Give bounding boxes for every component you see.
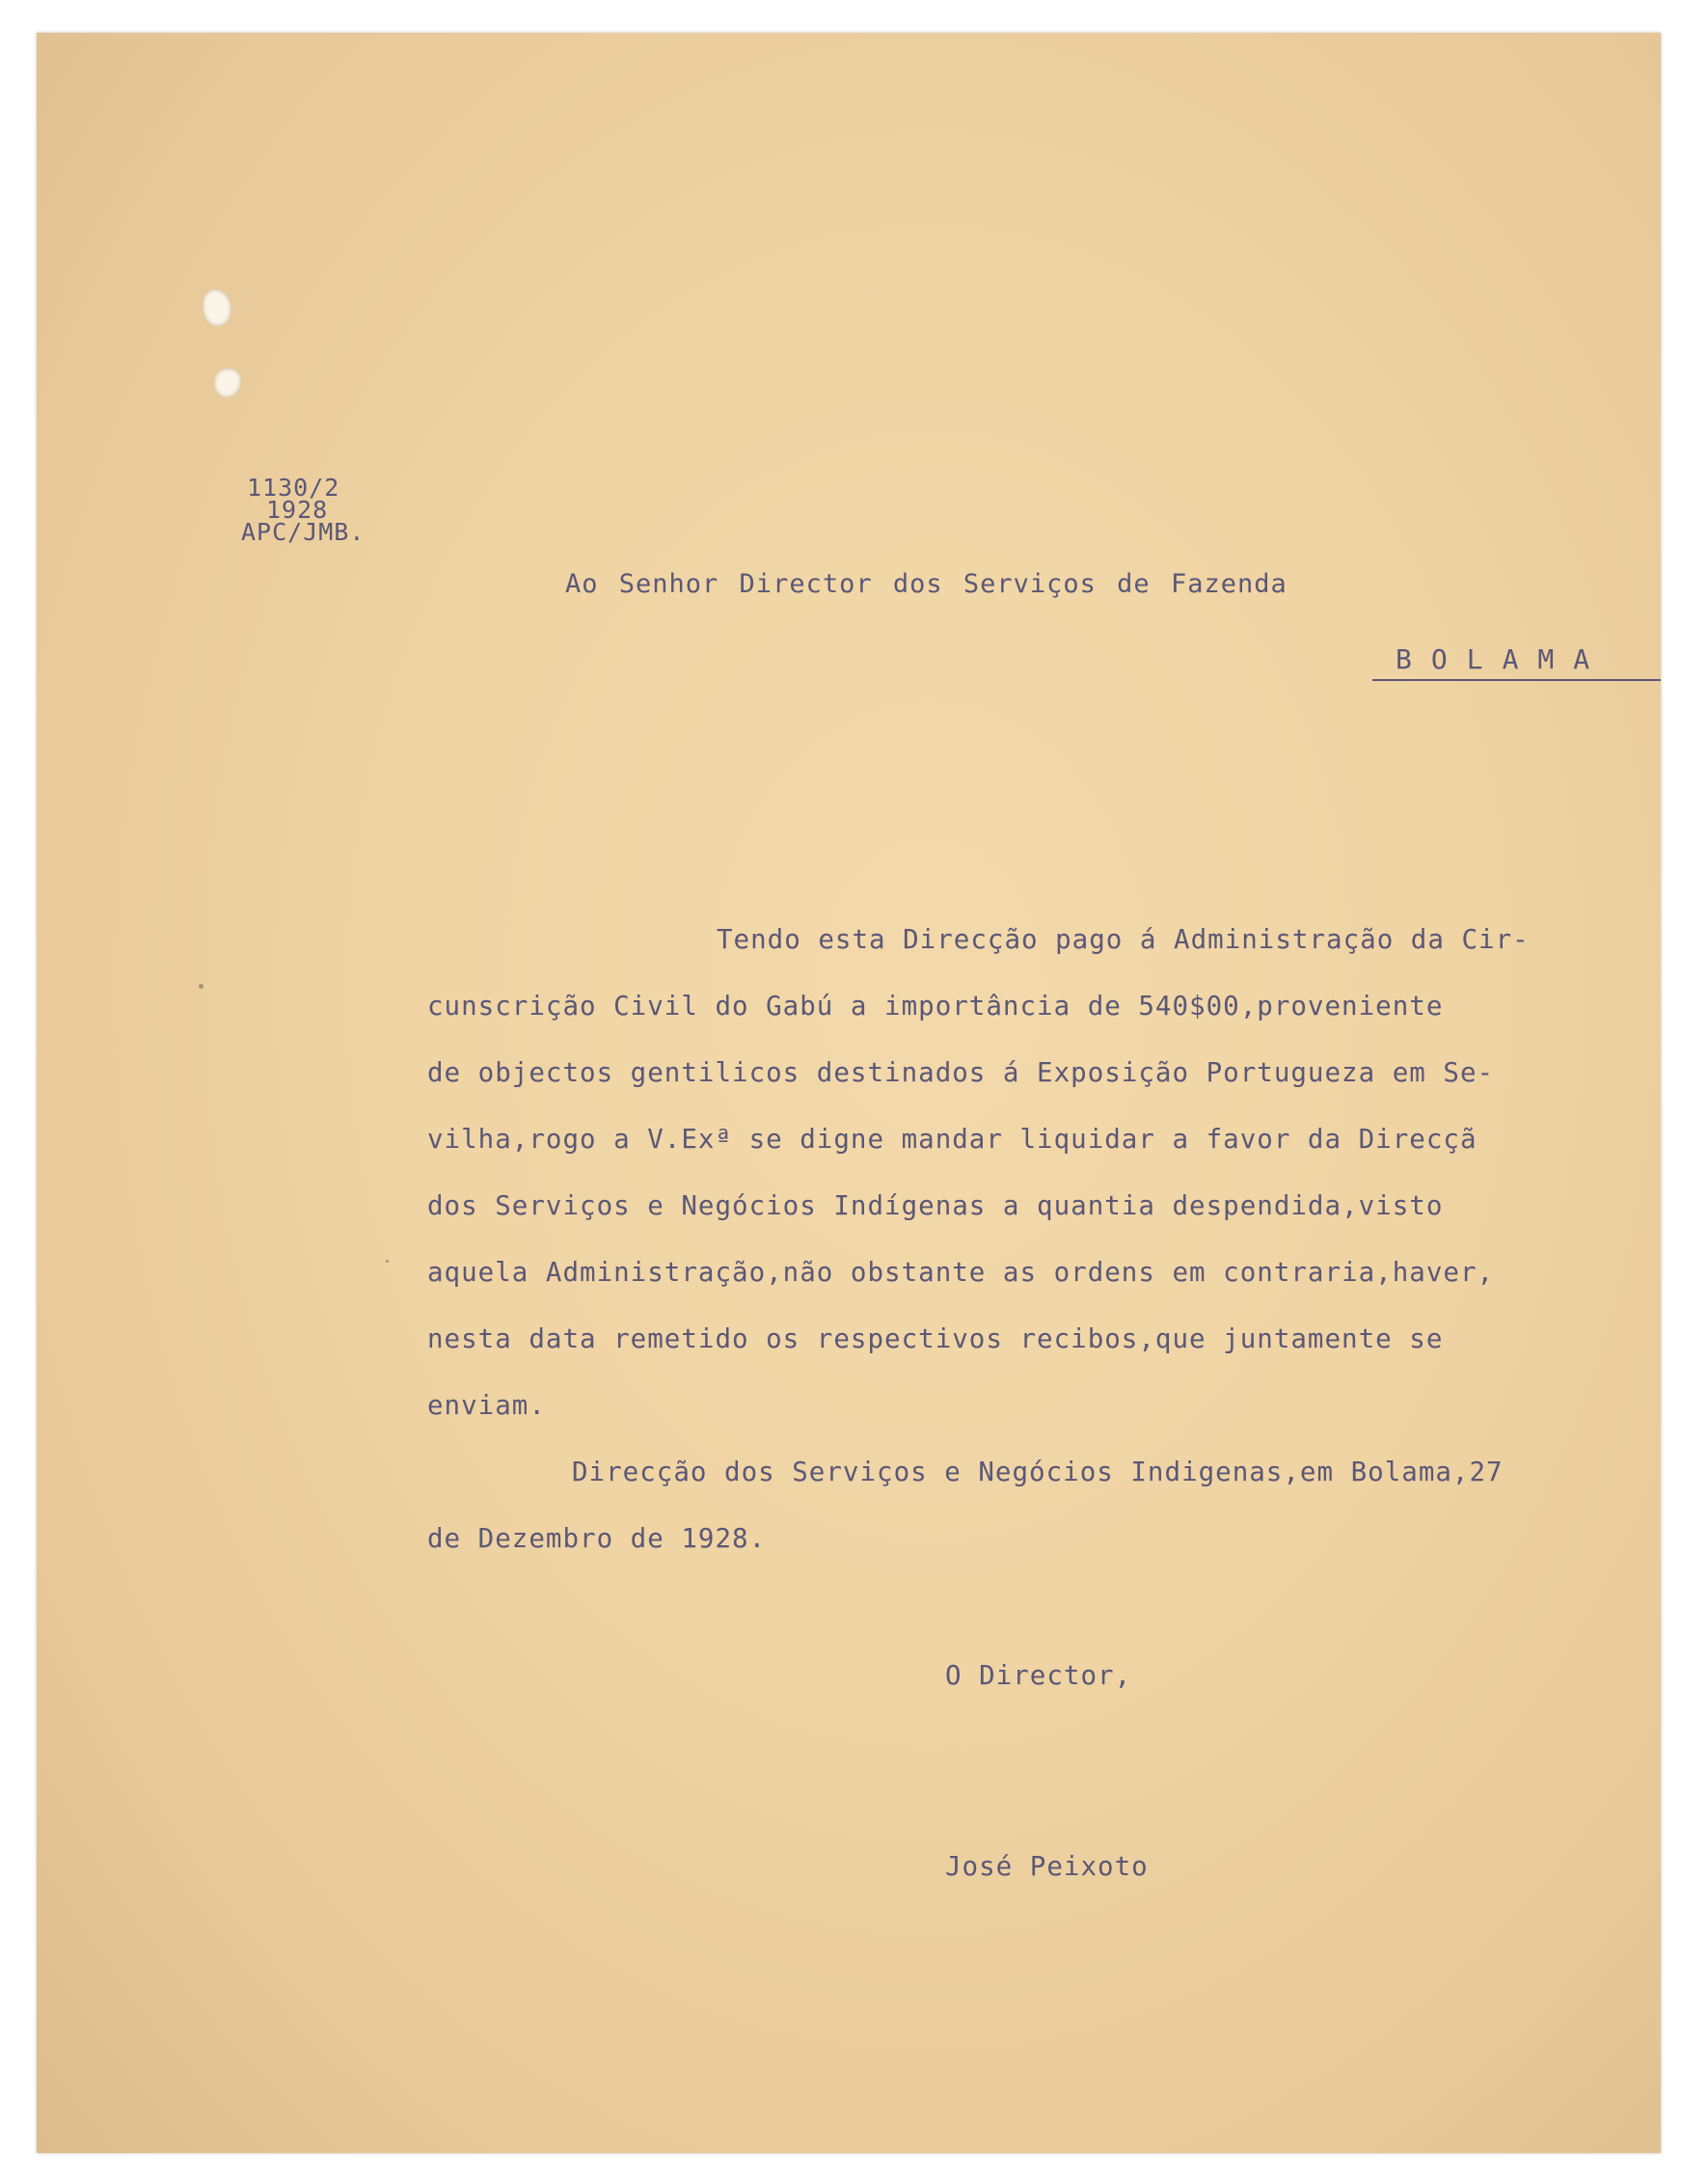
body-line: cunscrição Civil do Gabú a importância de 540$00,proveniente: [427, 991, 1444, 1022]
body-line: Tendo esta Direcção pago á Administração da Cir-: [717, 924, 1530, 955]
reference-year: 1928: [266, 496, 329, 524]
body-line: aquela Administração,não obstante as ordens em contraria,haver,: [427, 1257, 1495, 1288]
body-line: nesta data remetido os respectivos recibos,que juntamente se: [427, 1323, 1444, 1354]
city-heading: BOLAMA: [1372, 643, 1661, 681]
letter-sheet: [37, 33, 1661, 2153]
reference-initials: APC/JMB.: [241, 518, 366, 546]
signature-name: José Peixoto: [945, 1851, 1149, 1882]
reference-block: [241, 474, 366, 546]
paper-speck: [386, 1260, 389, 1263]
punch-hole-top: [203, 289, 231, 326]
body-line: de objectos gentilicos destinados á Exposição Portugueza em Se-: [427, 1057, 1495, 1088]
body-line: vilha,rogo a V.Exª se digne mandar liquidar a favor da Direcçã: [427, 1124, 1478, 1155]
place-date-line: Direcção dos Serviços e Negócios Indigenas,em Bolama,27: [572, 1457, 1504, 1487]
addressee-line: Ao Senhor Director dos Serviços de Fazenda: [565, 569, 1288, 599]
body-line: enviam.: [427, 1390, 546, 1421]
body-line: dos Serviços e Negócios Indígenas a quantia despendida,visto: [427, 1190, 1444, 1221]
place-date-line: de Dezembro de 1928.: [427, 1523, 767, 1554]
paper-speck: [199, 984, 203, 989]
reference-number: 1130/2: [247, 474, 340, 502]
letter-body: [427, 907, 1661, 1572]
punch-hole-bottom: [214, 368, 241, 397]
closing-line: O Director,: [945, 1660, 1132, 1691]
